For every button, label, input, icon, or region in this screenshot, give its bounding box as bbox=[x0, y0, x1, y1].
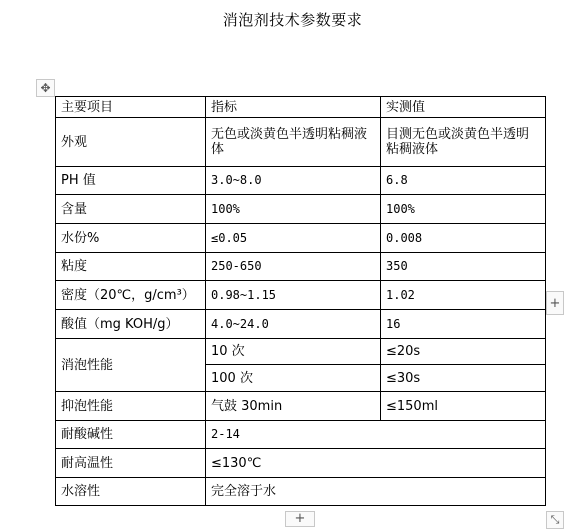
item-cell: 水份% bbox=[56, 224, 206, 253]
spec-cell: 无色或淡黄色半透明粘稠液体 bbox=[206, 118, 381, 167]
item-cell: 水溶性 bbox=[56, 478, 206, 506]
item-cell: 含量 bbox=[56, 195, 206, 224]
measured-cell: 350 bbox=[381, 253, 546, 281]
item-cell: 耐酸碱性 bbox=[56, 421, 206, 449]
plus-icon: + bbox=[294, 511, 306, 526]
table-header-row bbox=[56, 97, 546, 118]
table-row bbox=[56, 421, 546, 449]
table-row bbox=[56, 478, 546, 506]
item-cell: 粘度 bbox=[56, 253, 206, 281]
table-row bbox=[56, 167, 546, 195]
spec-cell: ≤130℃ bbox=[206, 449, 546, 478]
spec-cell: 4.0~24.0 bbox=[206, 310, 381, 339]
spec-cell: 250-650 bbox=[206, 253, 381, 281]
spec-cell: ≤0.05 bbox=[206, 224, 381, 253]
document-title: 消泡剂技术参数要求 bbox=[222, 11, 363, 29]
add-column-button[interactable] bbox=[546, 291, 564, 315]
header-measured: 实测值 bbox=[381, 97, 546, 118]
table-row bbox=[56, 339, 546, 365]
header-spec: 指标 bbox=[206, 97, 381, 118]
measured-cell: 6.8 bbox=[381, 167, 546, 195]
table-row bbox=[56, 224, 546, 253]
spec-cell: 完全溶于水 bbox=[206, 478, 546, 506]
measured-cell: 0.008 bbox=[381, 224, 546, 253]
table-row bbox=[56, 392, 546, 421]
measured-cell: 1.02 bbox=[381, 281, 546, 310]
measured-cell: 16 bbox=[381, 310, 546, 339]
table-row bbox=[56, 310, 546, 339]
measured-cell: ≤150ml bbox=[381, 392, 546, 421]
table-resize-handle[interactable] bbox=[546, 511, 564, 529]
measured-cell: 目测无色或淡黄色半透明粘稠液体 bbox=[381, 118, 546, 167]
add-row-button[interactable] bbox=[285, 511, 315, 527]
item-cell: 密度（20℃，g/cm³） bbox=[56, 281, 206, 310]
table-row bbox=[56, 281, 546, 310]
spec-cell: 2-14 bbox=[206, 421, 546, 449]
item-cell: 消泡性能 bbox=[56, 339, 206, 392]
table-row bbox=[56, 449, 546, 478]
table-row bbox=[56, 253, 546, 281]
item-cell: 抑泡性能 bbox=[56, 392, 206, 421]
table-row bbox=[56, 195, 546, 224]
spec-cell: 3.0~8.0 bbox=[206, 167, 381, 195]
measured-cell: 100% bbox=[381, 195, 546, 224]
table-row bbox=[56, 118, 546, 167]
spec-cell: 0.98~1.15 bbox=[206, 281, 381, 310]
move-icon: ✥ bbox=[40, 81, 51, 95]
item-cell: 外观 bbox=[56, 118, 206, 167]
spec-table bbox=[55, 96, 546, 506]
header-item: 主要项目 bbox=[56, 97, 206, 118]
item-cell: 耐高温性 bbox=[56, 449, 206, 478]
measured-cell: ≤20s bbox=[381, 339, 546, 365]
measured-cell: ≤30s bbox=[381, 365, 546, 392]
spec-cell: 100% bbox=[206, 195, 381, 224]
item-cell: 酸值（mg KOH/g） bbox=[56, 310, 206, 339]
spec-cell: 气鼓 30min bbox=[206, 392, 381, 421]
table-move-handle[interactable] bbox=[36, 79, 55, 97]
item-cell: PH 值 bbox=[56, 167, 206, 195]
plus-icon: + bbox=[549, 295, 561, 311]
spec-cell: 100 次 bbox=[206, 365, 381, 392]
spec-cell: 10 次 bbox=[206, 339, 381, 365]
resize-icon: ⤡ bbox=[550, 513, 560, 526]
